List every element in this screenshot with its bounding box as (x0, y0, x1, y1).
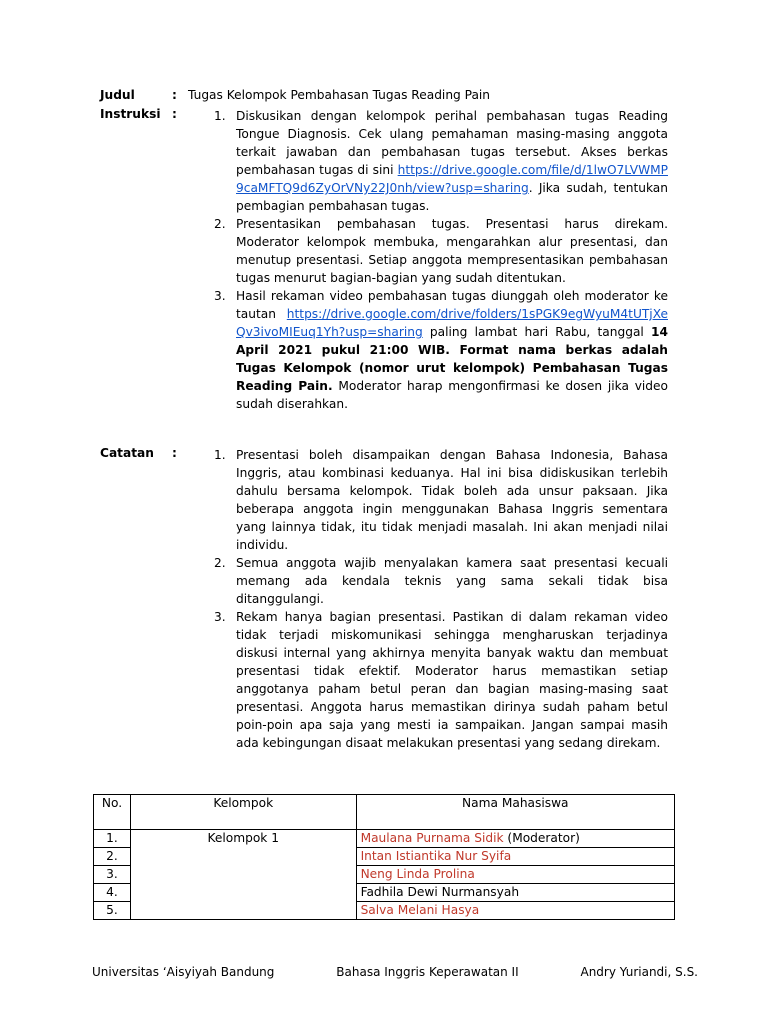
catatan-text: Semua anggota wajib menyalakan kamera saat presentasi kecuali memang ada kendala teknis yang sama sekali tidak bisa ditanggulangi. (236, 556, 668, 606)
judul-label: Judul (100, 88, 135, 102)
footer-institution: Universitas ‘Aisyiyah Bandung (92, 965, 275, 979)
file-format-text: Tugas Kelompok (nomor urut kelompok) Pembahasan Tugas Reading Pain. (236, 361, 668, 393)
page-footer (92, 965, 698, 979)
list-number: 3. (214, 289, 226, 303)
instruksi-text: paling lambat hari Rabu, tanggal (422, 325, 652, 339)
instruksi-text: . Jika sudah, tentukan pembagian pembahasan tugas. (236, 181, 668, 213)
footer-lecturer: Andry Yuriandi, S.S. (580, 965, 698, 979)
row-no: 2. (94, 848, 131, 866)
row-no: 1. (94, 830, 131, 848)
judul-colon: : (172, 88, 177, 102)
instruksi-text: Presentasikan pembahasan tugas. Presentasi harus direkam. Moderator kelompok membuka, mengarahkan alur presentasi, dan menutup presentasi. Setiap anggota mempresentasikan pembahasan tugas menurut bagian-bagian yang sudah ditentukan. (236, 217, 668, 285)
header-no: No. (94, 795, 131, 830)
deadline-text: 14 April 2021 pukul 21:00 WIB (236, 325, 668, 357)
instruksi-item-2 (188, 215, 668, 287)
list-number: 2. (214, 217, 226, 231)
list-number: 1. (214, 109, 226, 123)
student-name: Neng Linda Prolina (356, 866, 674, 884)
catatan-list (188, 446, 668, 752)
instruksi-colon: : (172, 107, 177, 121)
row-no: 4. (94, 884, 131, 902)
catatan-item-1 (188, 446, 668, 554)
instruksi-item-1 (188, 107, 668, 215)
instruksi-text: . Format nama berkas adalah (445, 343, 668, 357)
list-number: 3. (214, 610, 226, 624)
catatan-item-2 (188, 554, 668, 608)
student-name-text: Maulana Purnama Sidik (360, 831, 504, 845)
instruksi-list (188, 107, 668, 413)
footer-course: Bahasa Inggris Keperawatan II (336, 965, 519, 979)
list-number: 2. (214, 556, 226, 570)
catatan-text: Presentasi boleh disampaikan dengan Bahasa Indonesia, Bahasa Inggris, atau kombinasi keduanya. Hal ini bisa didiskusikan terlebih dahulu bersama kelompok. Tidak boleh ada unsur paksaan. Jika beberapa anggota ingin menggunakan Bahasa Inggris sementara yang lainnya tidak, itu tidak menjadi masalah. Ini akan menjadi nilai individu. (236, 448, 668, 552)
instruksi-item-3 (188, 287, 668, 413)
instruksi-label: Instruksi (100, 107, 161, 121)
instruksi-text: Hasil rekaman video pembahasan tugas diunggah oleh moderator ke tautan (236, 289, 668, 321)
catatan-text: Rekam hanya bagian presentasi. Pastikan di dalam rekaman video tidak terjadi miskomunikasi sehingga mengharuskan terjadinya diskusi internal yang akhirnya menyita banyak waktu dan membuat presentasi tidak efektif. Moderator harus memastikan setiap anggotanya paham betul peran dan bagian masing-masing saat presentasi. Anggota harus memastikan dirinya sudah paham betul poin-poin apa saja yang mesti ia sampaikan. Jangan sampai masih ada kebingungan disaat melakukan presentasi yang sedang direkam. (236, 610, 668, 750)
instruksi-text: Diskusikan dengan kelompok perihal pembahasan tugas Reading Tongue Diagnosis. Cek ulang pemahaman masing-masing anggota terkait jawaban dan pembahasan tugas tersebut. Akses berkas pembahasan tugas di sini (236, 109, 668, 177)
group-table (93, 794, 675, 920)
header-nama: Nama Mahasiswa (356, 795, 674, 830)
row-no: 3. (94, 866, 131, 884)
catatan-item-3 (188, 608, 668, 752)
catatan-colon: : (172, 446, 177, 460)
catatan-label: Catatan (100, 446, 154, 460)
student-name: Intan Istiantika Nur Syifa (356, 848, 674, 866)
student-name (356, 830, 674, 848)
row-no: 5. (94, 902, 131, 920)
judul-value: Tugas Kelompok Pembahasan Tugas Reading Pain (188, 88, 491, 102)
instruksi-text: Moderator harap mengonfirmasi ke dosen jika video sudah diserahkan. (236, 379, 668, 411)
table-header-row (94, 795, 675, 830)
drive-folder-link[interactable]: https://drive.google.com/drive/folders/1sPGK9egWyuM4tUTjXeQv3ivoMIEuq1Yh?usp=sharing (236, 307, 668, 339)
header-kelompok: Kelompok (130, 795, 356, 830)
student-name: Salva Melani Hasya (356, 902, 674, 920)
moderator-tag: (Moderator) (503, 831, 580, 845)
list-number: 1. (214, 448, 226, 462)
table-row (94, 830, 675, 848)
group-name: Kelompok 1 (130, 830, 356, 920)
student-name: Fadhila Dewi Nurmansyah (356, 884, 674, 902)
drive-file-link[interactable]: https://drive.google.com/file/d/1lwO7LVWMP9caMFTQ9d6ZyOrVNy22J0nh/view?usp=sharing (236, 163, 668, 195)
